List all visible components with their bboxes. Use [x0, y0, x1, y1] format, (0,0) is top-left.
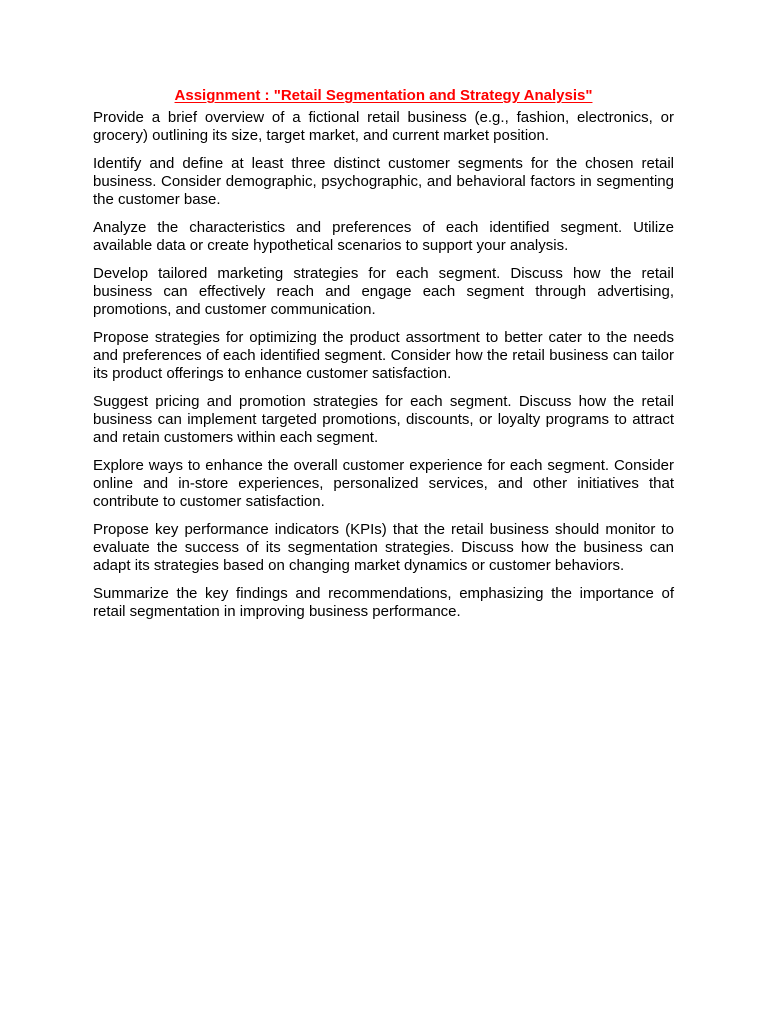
paragraph-marketing-strategies: Develop tailored marketing strategies for each segment. Discuss how the retail business can effectively reach and engage each segment through advertising, promotions, and customer communication.	[93, 265, 674, 318]
paragraph-segment-analysis: Analyze the characteristics and preferences of each identified segment. Utilize available data or create hypothetical scenarios to support your analysis.	[93, 219, 674, 254]
paragraph-pricing-promotion: Suggest pricing and promotion strategies for each segment. Discuss how the retail business can implement targeted promotions, discounts, or loyalty programs to attract and retain customers within each segment.	[93, 393, 674, 446]
paragraph-business-overview: Provide a brief overview of a fictional retail business (e.g., fashion, electronics, or grocery) outlining its size, target market, and current market position.	[93, 109, 674, 144]
paragraph-customer-segments: Identify and define at least three distinct customer segments for the chosen retail business. Consider demographic, psychographic, and behavioral factors in segmenting the customer base.	[93, 155, 674, 208]
paragraph-summary: Summarize the key findings and recommendations, emphasizing the importance of retail segmentation in improving business performance.	[93, 585, 674, 620]
document-page	[93, 86, 674, 631]
assignment-title: Assignment : "Retail Segmentation and Strategy Analysis"	[174, 87, 593, 104]
paragraph-product-assortment: Propose strategies for optimizing the product assortment to better cater to the needs and preferences of each identified segment. Consider how the retail business can tailor its product offerings to enhance customer satisfaction.	[93, 329, 674, 382]
paragraph-kpis: Propose key performance indicators (KPIs) that the retail business should monitor to evaluate the success of its segmentation strategies. Discuss how the business can adapt its strategies based on changing market dynamics or customer behaviors.	[93, 521, 674, 574]
paragraph-customer-experience: Explore ways to enhance the overall customer experience for each segment. Consider online and in-store experiences, personalized services, and other initiatives that contribute to customer satisfaction.	[93, 457, 674, 510]
